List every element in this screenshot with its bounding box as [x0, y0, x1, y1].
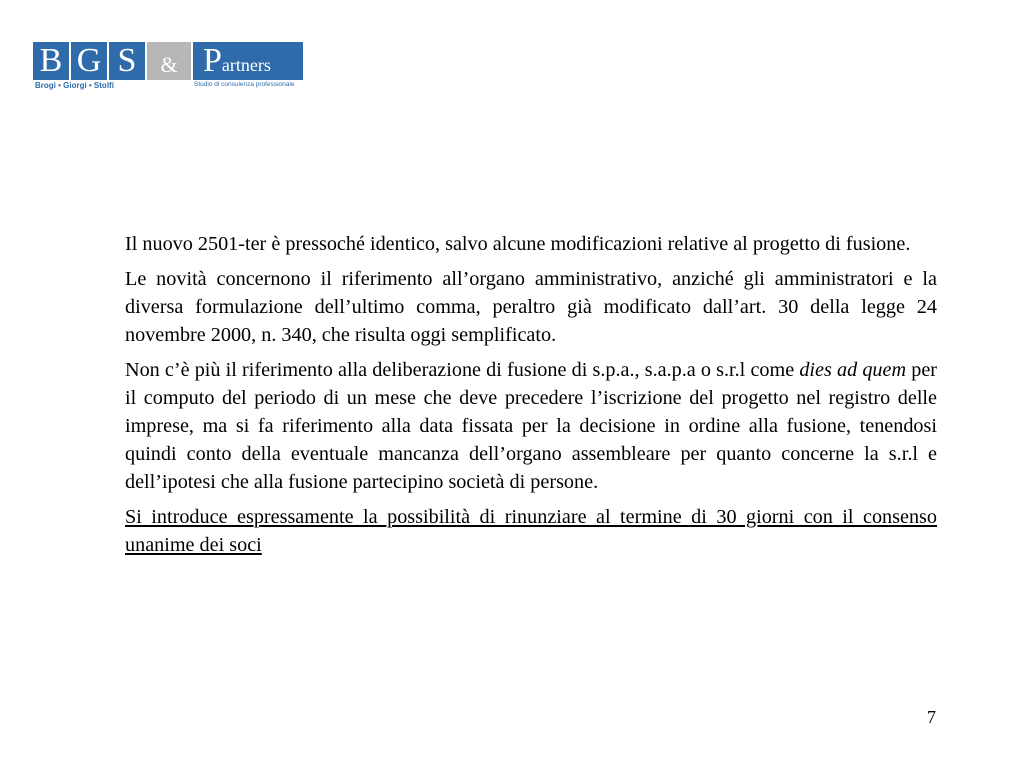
logo-letter-b: B — [33, 42, 69, 80]
slide-body — [125, 230, 937, 566]
page-number: 7 — [927, 707, 936, 727]
logo-tagline: Studio di consulenza professionale — [194, 81, 295, 88]
paragraph-3-end: per il computo del periodo di un mese che deve precedere l’iscrizione del progetto nel registro delle imprese, ma si fa riferimento alla data fissata per la decisione in ordine alla fusione, tenendosi quindi conto della eventuale mancanza dell’organo assembleare per quanto concerne la s.r.l e dell’ipotesi che alla fusione partecipino società di persone. — [125, 359, 938, 493]
paragraph-3 — [125, 356, 937, 496]
paragraph-2: Le novità concernono il riferimento all’organo amministrativo, anziché gli amministratori e la diversa formulazione dell’ultimo comma, peraltro già modificato dall’art. 30 della legge 24 novembre 2000, n. 340, che risulta oggi semplificato. — [125, 268, 937, 346]
logo-partners — [193, 42, 303, 80]
logo-letter-s: S — [109, 42, 145, 80]
paragraph-4: Si introduce espressamente la possibilità di rinunziare al termine di 30 giorni con il consenso unanime dei soci — [125, 506, 937, 556]
logo-partners-rest: artners — [221, 55, 271, 75]
bgs-partners-logo — [33, 40, 303, 90]
logo-ampersand: & — [147, 42, 191, 80]
paragraph-3-italic: dies ad quem — [799, 359, 907, 381]
logo-names: Brogi • Giorgi • Stolfi — [35, 81, 114, 90]
paragraph-1: Il nuovo 2501-ter è pressoché identico, salvo alcune modificazioni relative al progetto di fusione. — [125, 233, 911, 255]
logo-partners-cap: P — [203, 42, 222, 79]
logo-letter-g: G — [71, 42, 107, 80]
paragraph-3-start: Non c’è più il riferimento alla deliberazione di fusione di s.p.a., s.a.p.a o s.r.l come — [125, 359, 800, 381]
